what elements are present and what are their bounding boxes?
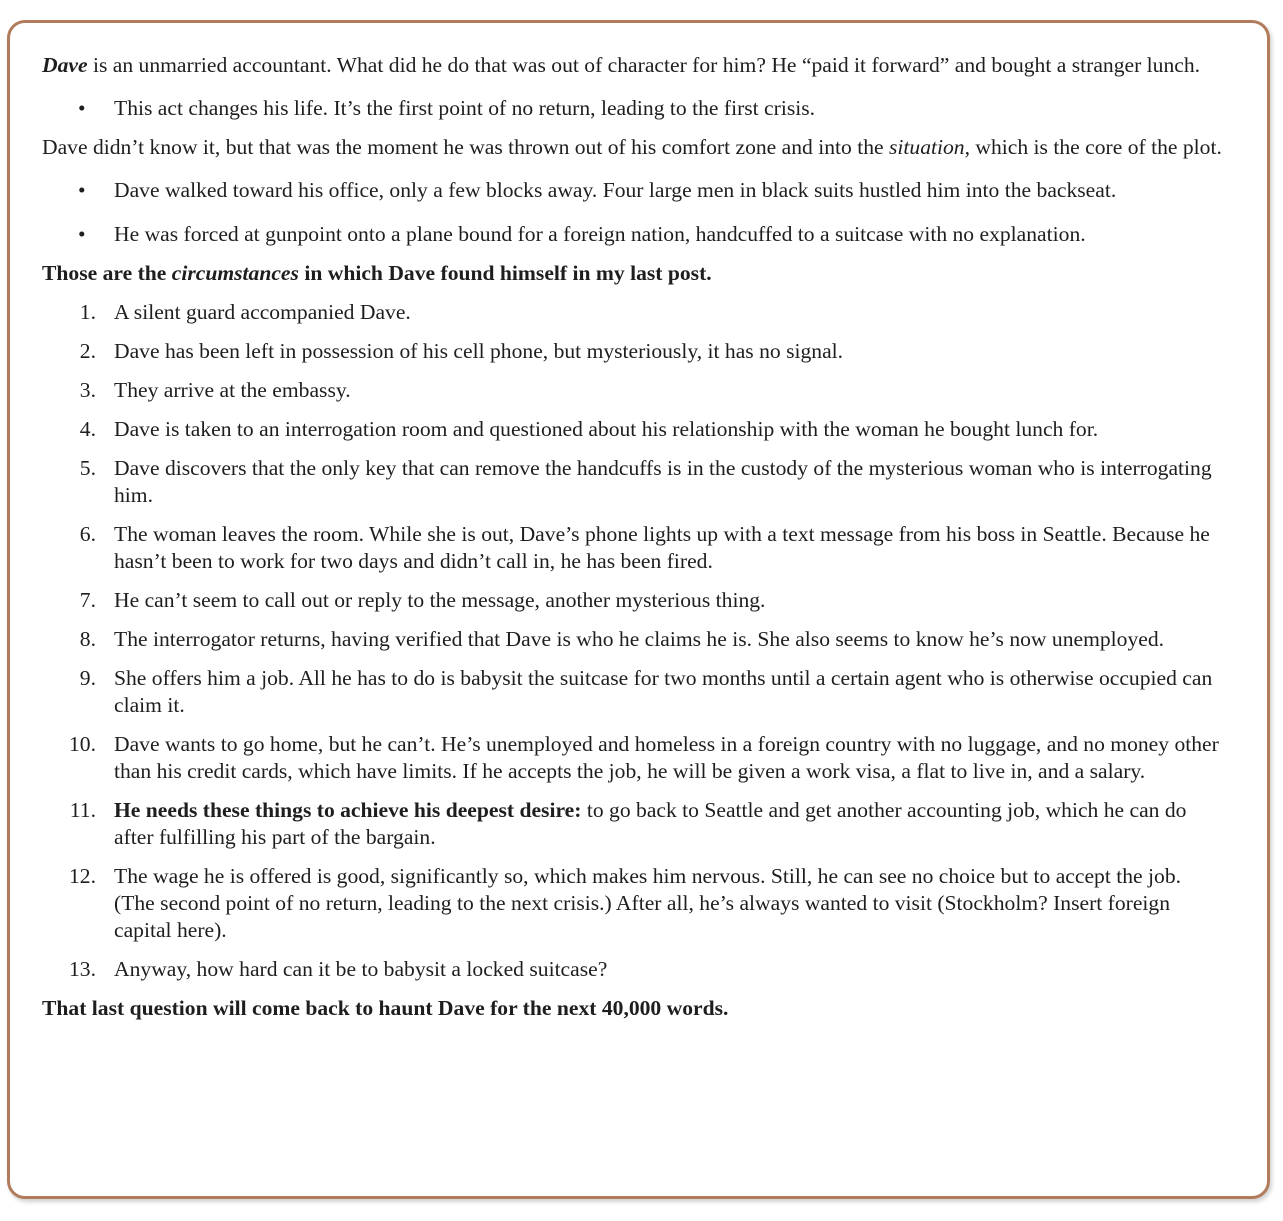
list-item (42, 956, 1222, 983)
item-text: Dave discovers that the only key that can remove the handcuffs is in the custody of the mysterious woman who is interrogating him. (114, 456, 1212, 507)
item-text: Dave wants to go home, but he can’t. He’s unemployed and homeless in a foreign country with no luggage, and no money other than his credit cards, which have limits. If he accepts the job, he will be given a work visa, a flat to live in, and a salary. (114, 732, 1219, 783)
list-item: • Dave walked toward his office, only a few blocks away. Four large men in black suits hustled him into the backseat. (42, 177, 1222, 204)
item-text: She offers him a job. All he has to do is babysit the suitcase for two months until a certain agent who is otherwise occupied can claim it. (114, 666, 1213, 717)
list-item (42, 377, 1222, 404)
item-number: 1. (79, 300, 96, 324)
list-item: • This act changes his life. It’s the first point of no return, leading to the first crisis. (42, 95, 1222, 122)
circumstances-heading (42, 260, 1222, 287)
item-number: 11. (69, 798, 96, 822)
item-text: The interrogator returns, having verified that Dave is who he claims he is. She also seems to know he’s now unemployed. (114, 627, 1165, 651)
list-item (42, 863, 1222, 944)
item-number: 10. (69, 732, 96, 756)
item-number: 13. (69, 957, 96, 981)
list-item (42, 626, 1222, 653)
item-bold-text: He needs these things to achieve his deepest desire: (114, 798, 582, 822)
item-text: He can’t seem to call out or reply to the message, another mysterious thing. (114, 588, 766, 612)
bullet-list-2 (42, 177, 1222, 248)
situation-paragraph (42, 134, 1222, 161)
list-item (42, 338, 1222, 365)
closing-text: That last question will come back to haunt Dave for the next 40,000 words. (42, 996, 729, 1020)
item-text: A silent guard accompanied Dave. (114, 300, 411, 324)
item-text: The woman leaves the room. While she is out, Dave’s phone lights up with a text message from his boss in Seattle. Because he hasn’t been to work for two days and didn’t call in, he has been fired. (114, 522, 1210, 573)
item-text: Dave has been left in possession of his cell phone, but mysteriously, it has no signal. (114, 339, 844, 363)
item-number: 7. (79, 588, 96, 612)
item-number: 4. (79, 417, 96, 441)
item-number: 6. (79, 522, 96, 546)
item-number: 12. (69, 864, 96, 888)
situation-emphasis: situation (889, 135, 965, 159)
list-item (42, 299, 1222, 326)
intro-name: Dave (42, 53, 88, 77)
item-number: 5. (79, 456, 96, 480)
article-body (42, 52, 1222, 1022)
item-number: 9. (79, 666, 96, 690)
situation-text-before: Dave didn’t know it, but that was the moment he was thrown out of his comfort zone and into the (42, 135, 889, 159)
intro-text: is an unmarried accountant. What did he do that was out of character for him? He “paid it forward” and bought a stranger lunch. (87, 53, 1201, 77)
list-item (42, 455, 1222, 509)
item-text: They arrive at the embassy. (114, 378, 351, 402)
item-text: The wage he is offered is good, significantly so, which makes him nervous. Still, he can see no choice but to accept the job. (The second point of no return, leading to the next crisis.) After all, he’s always wanted to visit (Stockholm? Insert foreign capital here). (114, 864, 1182, 942)
item-number: 8. (79, 627, 96, 651)
closing-paragraph (42, 995, 1222, 1022)
list-item (42, 797, 1222, 851)
item-number: 3. (79, 378, 96, 402)
list-item (42, 587, 1222, 614)
circumstances-text-after: in which Dave found himself in my last post. (298, 261, 712, 285)
circumstances-emphasis: circumstances (171, 261, 299, 285)
circumstances-text-before: Those are the (42, 261, 172, 285)
situation-text-after: , which is the core of the plot. (964, 135, 1222, 159)
item-text: Dave is taken to an interrogation room and questioned about his relationship with the woman he bought lunch for. (114, 417, 1099, 441)
list-item (42, 416, 1222, 443)
list-item (42, 731, 1222, 785)
item-text: Anyway, how hard can it be to babysit a locked suitcase? (114, 957, 608, 981)
numbered-list (42, 299, 1222, 983)
bullet-list-1 (42, 95, 1222, 122)
item-number: 2. (79, 339, 96, 363)
intro-paragraph (42, 52, 1222, 79)
item-text: to go back to Seattle and get another accounting job, which he can do after fulfilling his part of the bargain. (114, 798, 1187, 849)
list-item: • He was forced at gunpoint onto a plane bound for a foreign nation, handcuffed to a suitcase with no explanation. (42, 221, 1222, 248)
list-item (42, 521, 1222, 575)
list-item (42, 665, 1222, 719)
